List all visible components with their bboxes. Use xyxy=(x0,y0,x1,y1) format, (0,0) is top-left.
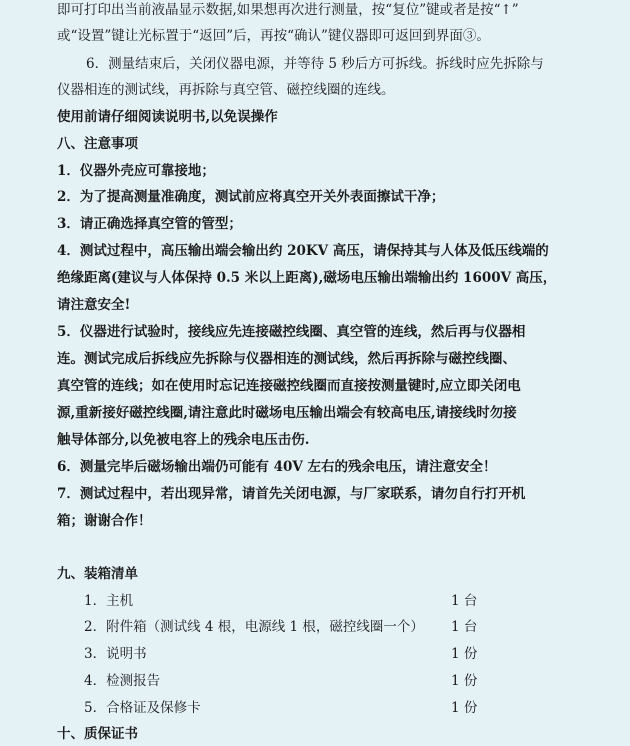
intro-line: 仪器相连的测试线，再拆除与真空管、磁控线圈的连线。 xyxy=(57,82,395,98)
intro-line: 或“设置”键让光标置于“返回”后，再按“确认”键仪器即可返回到界面③。 xyxy=(57,28,490,44)
precaution-line: 源,重新接好磁控线圈,请注意此时磁场电压输出端会有较高电压,请接线时勿接 xyxy=(57,405,517,421)
packing-item-qty: 1 台 xyxy=(451,593,478,609)
precaution-line: 5．仪器进行试验时，接线应先连接磁控线圈、真空管的连线，然后再与仪器相 xyxy=(57,324,526,340)
precaution-line: 7．测试过程中，若出现异常，请首先关闭电源，与厂家联系，请勿自行打开机 xyxy=(57,486,526,502)
packing-item-name: 5．合格证及保修卡 xyxy=(84,700,201,716)
intro-line: 6．测量结束后，关闭仪器电源，并等待 5 秒后方可拆线。拆线时应先拆除与 xyxy=(86,56,544,72)
packing-item-qty: 1 份 xyxy=(451,646,478,662)
packing-item-name: 3．说明书 xyxy=(84,646,147,662)
section-heading-packing-list: 九、装箱清单 xyxy=(57,566,138,582)
section-heading-warranty: 十、质保证书 xyxy=(57,726,138,742)
intro-line: 即可打印出当前液晶显示数据,如果想再次进行测量，按“复位”键或者是按“↑” xyxy=(57,2,519,18)
precaution-line: 箱；谢谢合作！ xyxy=(57,513,152,529)
precaution-line: 真空管的连线；如在使用时忘记连接磁控线圈而直接按测量键时,应立即关闭电 xyxy=(57,378,521,394)
precaution-line: 2．为了提高测量准确度，测试前应将真空开关外表面擦试干净； xyxy=(57,189,445,205)
precaution-line: 3．请正确选择真空管的管型； xyxy=(57,216,242,232)
precaution-line: 触导体部分,以免被电容上的残余电压击伤. xyxy=(57,432,310,448)
packing-item-name: 2．附件箱（测试线 4 根，电源线 1 根，磁控线圈一个） xyxy=(84,619,424,635)
section-heading-precautions: 八、注意事项 xyxy=(57,136,138,152)
packing-item-qty: 1 台 xyxy=(451,619,478,635)
precaution-line: 绝缘距离(建议与人体保持 0.5 米以上距离),磁场电压输出端输出约 1600V 高压， xyxy=(57,270,557,286)
precaution-line: 1．仪器外壳应可靠接地； xyxy=(57,163,215,179)
precaution-line: 连。测试完成后拆线应先拆除与仪器相连的测试线，然后再拆除与磁控线圈、 xyxy=(57,351,516,367)
packing-item-name: 4．检测报告 xyxy=(84,673,161,689)
packing-item-qty: 1 份 xyxy=(451,673,478,689)
precaution-line: 请注意安全! xyxy=(57,297,131,313)
precaution-line: 6．测量完毕后磁场输出端仍可能有 40V 左右的残余电压，请注意安全！ xyxy=(57,459,497,475)
read-manual-note: 使用前请仔细阅读说明书,以免误操作 xyxy=(57,109,278,125)
packing-item-qty: 1 份 xyxy=(451,700,478,716)
precaution-line: 4．测试过程中，高压输出端会输出约 20KV 高压，请保持其与人体及低压线端的 xyxy=(57,243,549,259)
packing-item-name: 1．主机 xyxy=(84,593,134,609)
